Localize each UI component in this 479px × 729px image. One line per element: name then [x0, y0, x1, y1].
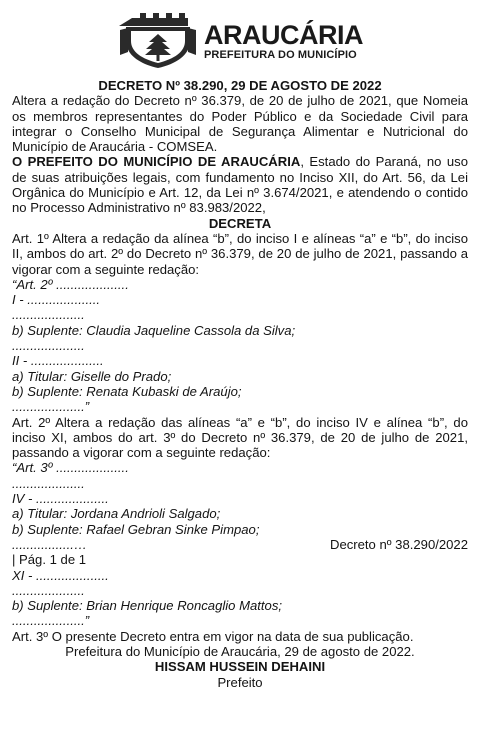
quote-line: I - .................... — [12, 292, 101, 308]
footer-decree-ref: Decreto nº 38.290/2022 — [329, 536, 468, 552]
article-3: Art. 3º O presente Decreto entra em vigor na data de sua publicação. — [12, 628, 414, 644]
quote-line: II - .................... — [12, 353, 104, 369]
quote-line: .................... — [12, 475, 85, 491]
article-1: Art. 1º Altera a redação da alínea “b”, do inciso I e alíneas “a” e “b”, do inciso II, ambos do art. 2º do Decreto nº 36.379, de 20 de julho de 2021, passando a vigorar com a seguinte redação: — [12, 230, 468, 277]
brand-name: ARAUCÁRIA — [204, 20, 363, 50]
quote-line: a) Titular: Jordana Andrioli Salgado; — [12, 506, 221, 522]
quote-line: ....................” — [12, 399, 90, 415]
brand-block — [204, 21, 363, 61]
quote-line: b) Suplente: Brian Henrique Roncaglio Mattos; — [12, 598, 283, 614]
quote-line: IV - .................... — [12, 491, 109, 507]
page-footer-row — [12, 537, 468, 552]
preamble-text: , Estado do Paraná, no uso de suas atribuições legais, com fundamento no Inciso XII, do Art. 56, da Lei Orgânica do Município e Art. 12, da Lei nº 3.674/2021, e atendendo o contido no Processo Administrativo nº 83.983/2022, — [12, 154, 468, 216]
quote-line: .................… — [12, 536, 87, 552]
quote-line: b) Suplente: Rafael Gebran Sinke Pimpao; — [12, 521, 260, 537]
letterhead — [0, 8, 479, 74]
quote-line: “Art. 3º .................... — [12, 460, 129, 476]
place-date: Prefeitura do Município de Araucária, 29 de agosto de 2022. — [65, 643, 415, 659]
quote-line: .................... — [12, 582, 85, 598]
signer-role: Prefeito — [217, 674, 263, 690]
page-indicator: | Pág. 1 de 1 — [12, 552, 87, 568]
brand-subtitle: PREFEITURA DO MUNICÍPIO — [204, 49, 357, 61]
quote-line: XI - .................... — [12, 567, 109, 583]
quote-line: b) Suplente: Renata Kubaski de Araújo; — [12, 383, 242, 399]
quote-line: a) Titular: Giselle do Prado; — [12, 368, 172, 384]
decree-body — [12, 78, 468, 690]
article-2: Art. 2º Altera a redação das alíneas “a” e “b”, do inciso IV e alínea “b”, do inciso XI, ambos do art. 3º do Decreto nº 36.379, de 20 de julho de 2021, passando a vigorar com a seguinte redação: — [12, 414, 468, 461]
decree-preamble — [12, 154, 468, 215]
decreta-heading: DECRETA — [208, 215, 272, 231]
quote-line: .................... — [12, 307, 85, 323]
quote-line: “Art. 2º .................... — [12, 276, 129, 292]
municipal-crest-icon — [118, 10, 198, 70]
quote-line: ....................” — [12, 613, 90, 629]
signer-name: HISSAM HUSSEIN DEHAINI — [154, 659, 326, 675]
decree-ementa: Altera a redação do Decreto nº 36.379, de 20 de julho de 2021, que Nomeia os membros representantes do Poder Público e da Sociedade Civil para integrar o Conselho Municipal de Segurança Alimentar e Nutricional do Município de Araucária - COMSEA. — [12, 93, 468, 155]
quote-line: .................... — [12, 338, 85, 354]
decree-title: DECRETO Nº 38.290, 29 DE AGOSTO DE 2022 — [98, 78, 382, 93]
preamble-authority: O PREFEITO DO MUNICÍPIO DE ARAUCÁRIA — [12, 154, 301, 170]
quote-line: b) Suplente: Claudia Jaqueline Cassola da Silva; — [12, 322, 296, 338]
